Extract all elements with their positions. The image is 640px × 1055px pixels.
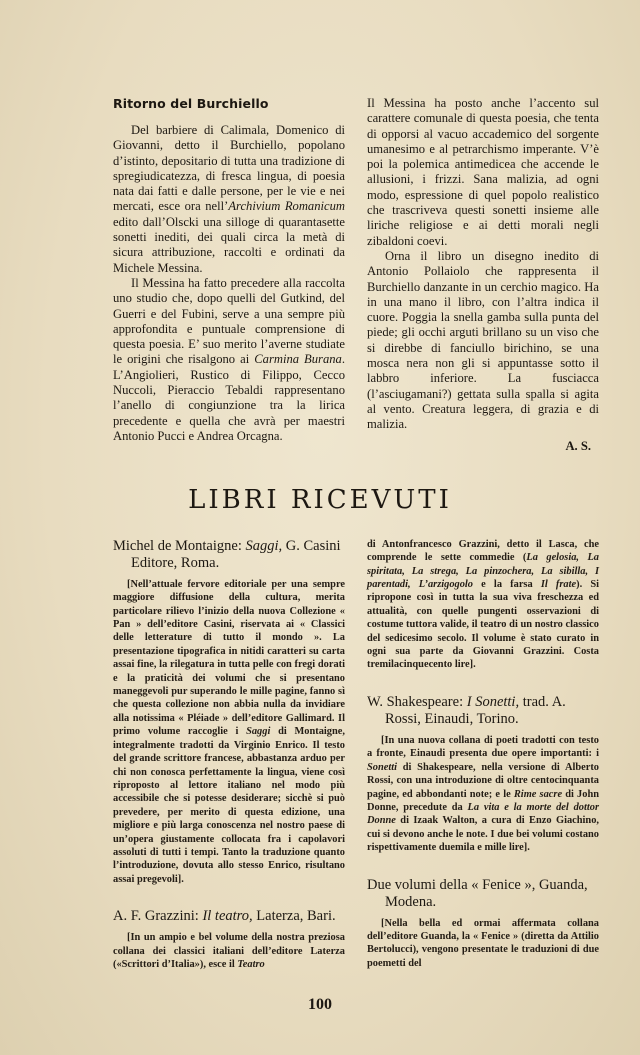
- text-run: ). Si ripropone così in tutta la sua viva freschezza ed attualità, con quelle pungenti osservazioni di costume tuttora valide, il teatro di un nostro classico del sedicesimo secolo. Il volume è stato curato in ogni sua parte da Giovanni Grazzini. Costa tremilacinquecento lire].: [367, 579, 600, 671]
- text-run: [In un ampio e bel volume della nostra preziosa collana dei classici italiani dell’editore Laterza («Scrittori d’Italia»), esce il: [113, 932, 345, 970]
- book-title: Il teatro,: [202, 908, 253, 925]
- italic-title: Archivium Romanicum: [228, 199, 345, 214]
- book-author: W. Shakespeare:: [367, 693, 467, 710]
- book-publisher: trad. A. Rossi, Einaudi, Torino.: [385, 693, 566, 727]
- book-title: I Sonetti,: [466, 693, 520, 710]
- article-paragraph: Il Messina ha posto anche l’accento sul carattere comunale di questa poesia, che tenta di opporsi al vacuo accademico del sorgente umanesimo e al petrarchismo imperante. V’è poi la polemica antimedicea che accende le allusioni, i frizzi. Sana malizia, ad ogni modo, espressione di quel popolo realistico che trascriveva questi sonetti insieme alle liriche religiose e ai detti morali negli zibaldoni coevi.: [367, 96, 599, 248]
- text-run: Del barbiere di Calimala, Domenico di Giovanni, detto il Burchiello, popolano d’istinto, depositario di tutta una tradizione di spregiudicatezza, di fresca lingua, di poesia nata dai fatti e dalle persone, per le vie e nei mercati, esce ora nell’: [113, 123, 345, 214]
- text-run: edito dall’Olscki una silloge di quarantasette sonetti inediti, dei quali circa la metà di sicura attribuzione, raccolti e ordinati da Michele Messina.: [113, 214, 345, 275]
- italic-title: Teatro: [237, 958, 265, 970]
- text-run: e la farsa: [473, 579, 541, 591]
- text-run: di John Donne, precedute da: [367, 788, 600, 813]
- text-run: di Shakespeare, nella versione di Alberto Rossi, con una introduzione di oltre centocinquanta pagine, ed abbondanti note; e le: [367, 761, 599, 800]
- article-section: [113, 96, 599, 454]
- book-publisher: G. Casini Editore, Roma.: [131, 537, 341, 571]
- book-review: [Nella bella ed ormai affermata collana dell’editore Guanda, la « Fenice » (diretta da Attilio Bertolucci), vengono presentate le traduzioni di due poemetti del: [367, 917, 599, 969]
- article-paragraph: [113, 123, 345, 276]
- italic-title: Il frate: [540, 579, 577, 591]
- section-heading: LIBRI RICEVUTI: [188, 484, 452, 515]
- article-title: Ritorno del Burchiello: [113, 96, 269, 111]
- books-left-column: [113, 538, 345, 972]
- book-entry-montaigne: [113, 538, 345, 886]
- book-entry-shakespeare: [367, 694, 599, 855]
- book-entry-fenice: [367, 877, 599, 971]
- italic-title: Carmina Burana: [254, 352, 342, 367]
- text-run: di Antonfrancesco Grazzini, detto il Lasca, che comprende le sette commedie (: [367, 538, 599, 564]
- book-review-continued: [367, 538, 599, 672]
- book-heading: [367, 694, 599, 728]
- italic-title: Saggi: [246, 726, 271, 738]
- text-run: di Montaigne, integralmente tradotti da Virginio Enrico. Il testo del grande scrittore francese, abbastanza arduo per chi non conosca perfettamente la lingua, viene così riproposto al lettore italiano nel modo più accessibile che si potesse desiderare; sicchè si può prevedere, per merito di questa edizione, una migliore e più larga conoscenza nel nostro paese di un’opera giustamente collocata fra i capolavori assoluti di tutti i tempi. Tanto la traduzione quanto l’introduzione, dovuta allo stesso Enrico, risultano assai pregevoli].: [113, 726, 345, 885]
- text-run: Il Messina ha fatto precedere alla raccolta uno studio che, dopo quelli del Gutkind, del Guerri e del Fubini, serve a una sempre più approfondita e puntuale comprensione di questa poesia. E’ suo merito l’averne studiate le origini che risalgono ai: [113, 275, 345, 367]
- book-author: Michel de Montaigne:: [113, 537, 246, 554]
- book-title: Saggi,: [245, 537, 283, 554]
- text-run: di Izaak Walton, a cura di Enzo Giachino, cui si devono anche le note. I due bei volumi costano rispettivamente duemila e mille lire].: [367, 815, 599, 854]
- book-author: A. F. Grazzini:: [113, 908, 203, 925]
- text-run: [In una nuova collana di poeti tradotti con testo a fronte, Einaudi presenta due opere importanti: i: [367, 734, 599, 760]
- book-review: [113, 578, 345, 886]
- article-paragraph: [113, 276, 345, 444]
- italic-title: La gelosia, La spiritata, La strega, La pinzochera, La sibilla, I parentadi, L’arzigogolo: [367, 552, 599, 591]
- book-publisher: Laterza, Bari.: [252, 908, 336, 925]
- book-review: [113, 931, 345, 971]
- italic-title: Rime sacre: [513, 788, 563, 800]
- author-signature: A. S.: [565, 438, 591, 453]
- article-left-column: [113, 96, 345, 444]
- book-review: [367, 734, 599, 855]
- book-entry-grazzini-continued: [367, 538, 599, 672]
- page-number: 100: [308, 996, 332, 1014]
- books-section: [113, 538, 599, 972]
- book-entry-grazzini: [113, 908, 345, 971]
- books-right-column: [367, 538, 599, 970]
- article-paragraph: Orna il libro un disegno inedito di Antonio Pollaiolo che rappresenta il Burchiello danzante in un cerchio magico. Ha in una mano il libro, con l’altra indica il cuore. Poggia la snella gamba sulla punta del piede; gli occhi arguti brillano su un viso che si direbbe di fanciullo birichino, se una mosca nera non gli si appuntasse sotto il labbro inferiore. La fusciacca (l’asciugamani?) gettata sulla spalla si agita al vento. Creatura leggera, di grazia e di malizia.: [367, 248, 599, 432]
- text-run: [Nell’attuale fervore editoriale per una sempre maggiore diffusione della cultura, merita particolare rilievo l’inizio della nuova Collezione « Pan » dell’editore Casini, riservata ai « Classici delle letterature di tutto il mondo ». La presentazione tipografica in nitidi caratteri su carta assai fine, la rilegatura in tutta pelle con fregi dorati e la praticità dei volumi che si presentano maneggevoli pur superando le mille pagine, fanno sì che questa collezione non abbia nulla da invidiare alla notissima « Pléiade » dell’editore Gallimard. Il primo volume raccoglie i: [113, 578, 345, 738]
- italic-title: Sonetti: [367, 761, 398, 773]
- book-heading: [113, 908, 345, 925]
- text-run: . L’Angiolieri, Rustico di Filippo, Cecco Nuccoli, Pieraccio Tebaldi rappresentano l’anello di congiunzione tra la lirica precedente e quella che avrà per maestri Antonio Pucci e Andrea Orcagna.: [113, 352, 345, 443]
- italic-title: La vita e la morte del dottor Donne: [367, 801, 599, 827]
- book-heading: Due volumi della « Fenice », Guanda, Modena.: [367, 876, 588, 910]
- book-heading: [113, 538, 345, 572]
- article-right-column: [367, 96, 599, 454]
